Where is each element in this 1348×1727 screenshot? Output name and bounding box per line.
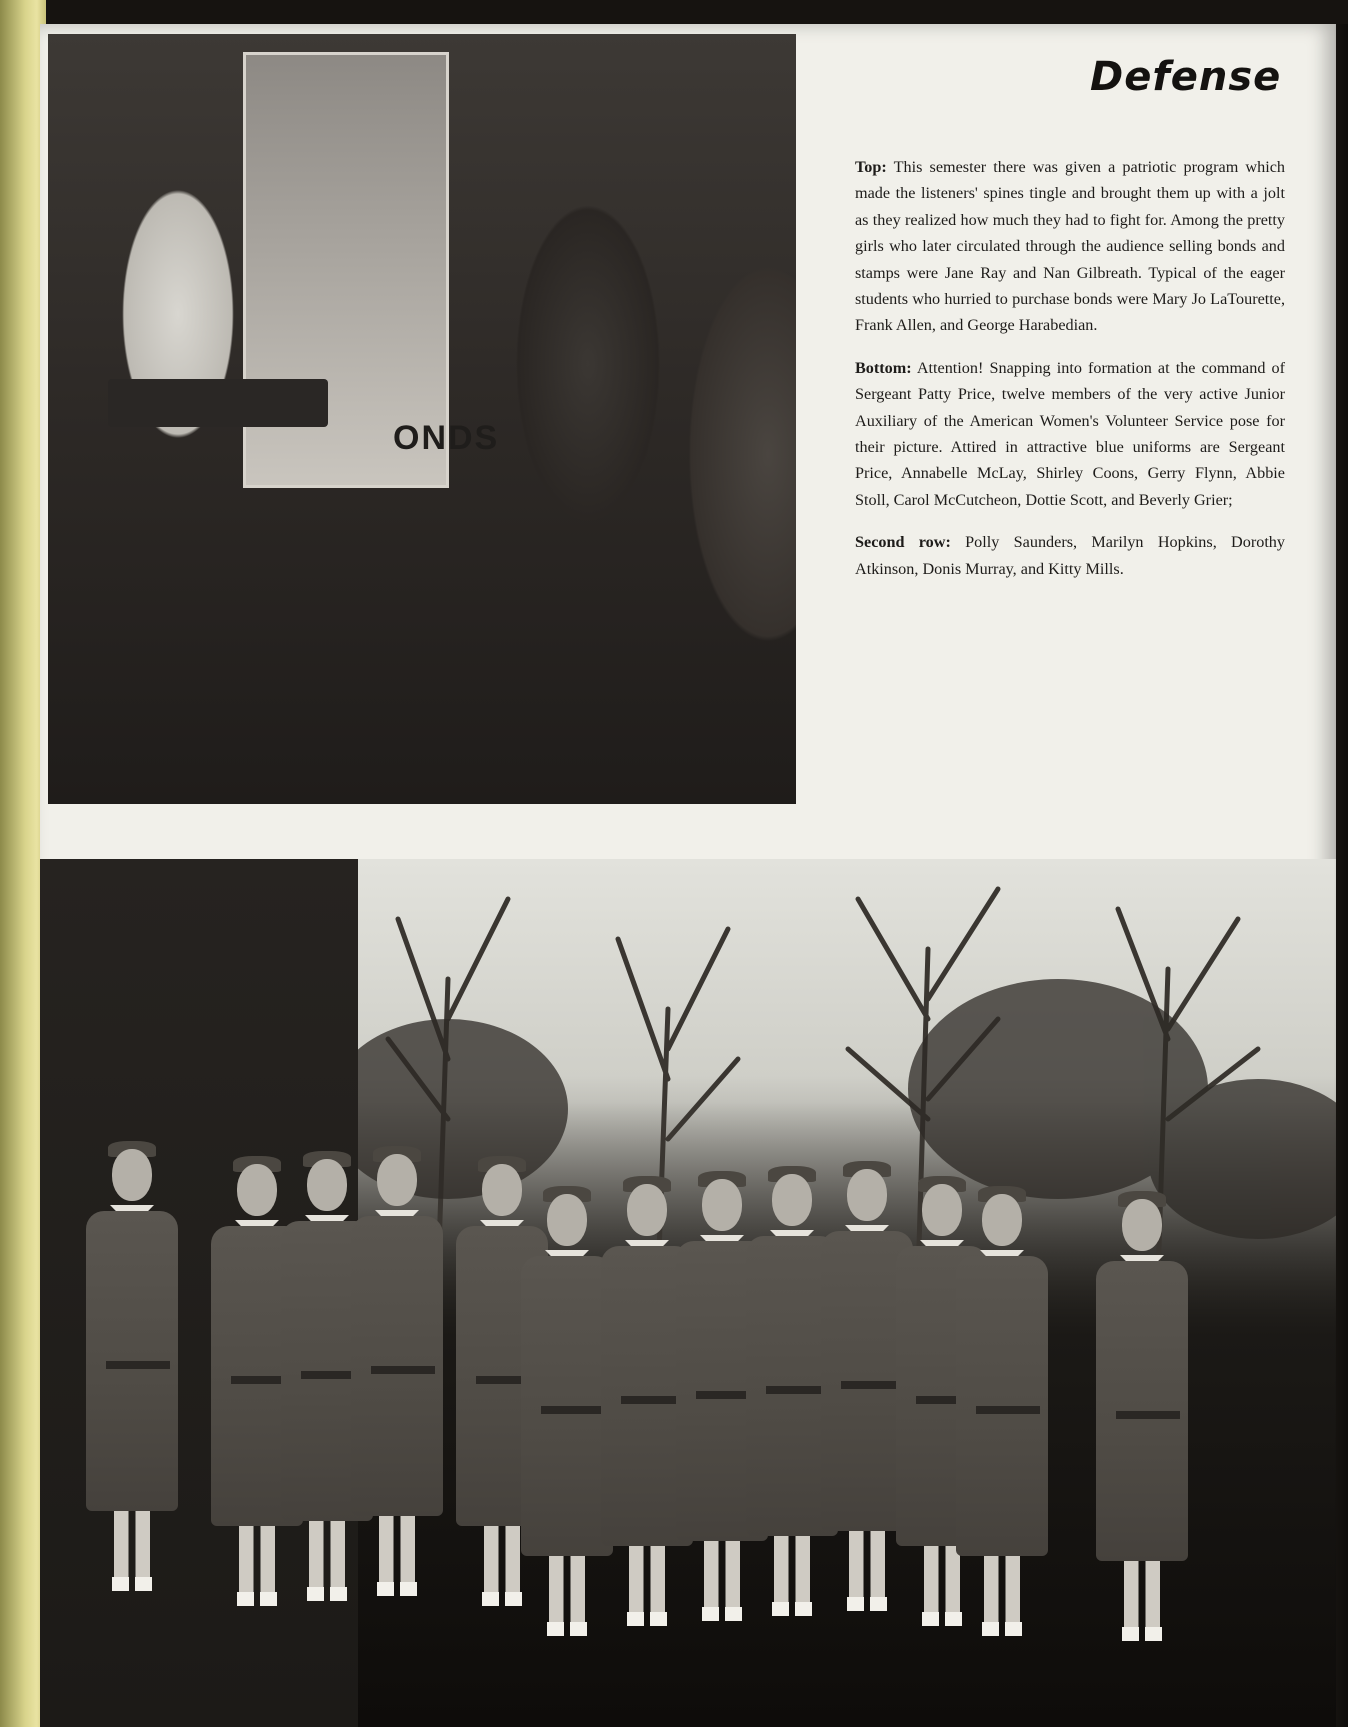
socks (307, 1587, 347, 1601)
bond-sale-photo (48, 34, 796, 804)
socks (627, 1612, 667, 1626)
face (1122, 1199, 1162, 1251)
face (307, 1159, 347, 1211)
face (772, 1174, 812, 1226)
bond-tray (108, 379, 328, 427)
auxiliary-member (80, 1149, 184, 1619)
socks (1122, 1627, 1162, 1641)
caption-bottom (855, 355, 1285, 513)
caption-bottom-text: Attention! Snapping into formation at the command of Sergeant Patty Price, twelve members of the very active Junior Auxiliary of the American Women's Volunteer Service pose for their picture. Attired in attractive blue uniforms are Sergeant Price, Annabelle McLay, Shirley Coons, Gerry Flynn, Abbie Stoll, Carol McCutcheon, Dottie Scott, and Beverly Grier; (855, 358, 1285, 509)
face (547, 1194, 587, 1246)
belt (371, 1366, 435, 1374)
belt (976, 1406, 1040, 1414)
socks (237, 1592, 277, 1606)
socks (702, 1607, 742, 1621)
caption-block (855, 154, 1285, 598)
face (847, 1169, 887, 1221)
face (982, 1194, 1022, 1246)
face (627, 1184, 667, 1236)
uniform (86, 1211, 178, 1511)
uniform (1096, 1261, 1188, 1561)
socks (982, 1622, 1022, 1636)
caption-top-text: This semester there was given a patriotic program which made the listeners' spines tingle and brought them up with a jolt as they realized how much they had to fight for. Among the pretty girls who later circulated through the audience selling bonds and stamps were Jane Ray and Nan Gilbreath. Typical of the eager students who hurried to purchase bonds were Mary Jo LaTourette, Frank Allen, and George Harabedian. (855, 158, 1285, 335)
page-sheet (40, 24, 1336, 1727)
face (237, 1164, 277, 1216)
face (702, 1179, 742, 1231)
caption-top-label: Top: (855, 158, 887, 176)
poster-text: ONDS (393, 419, 500, 457)
face (377, 1154, 417, 1206)
caption-bottom-label: Bottom: (855, 358, 912, 377)
page-title: Defense (1090, 54, 1282, 100)
belt (106, 1361, 170, 1369)
socks (547, 1622, 587, 1636)
socks (847, 1597, 887, 1611)
face (112, 1149, 152, 1201)
formation-row (80, 1139, 1280, 1699)
auxiliary-formation-photo (40, 859, 1336, 1727)
socks (377, 1582, 417, 1596)
page-edge-shadow (1334, 24, 1348, 1727)
socks (772, 1602, 812, 1616)
caption-top (855, 154, 1285, 339)
auxiliary-member (950, 1194, 1054, 1664)
auxiliary-member (345, 1154, 449, 1624)
caption-second-label: Second row: (855, 533, 951, 552)
socks (112, 1577, 152, 1591)
auxiliary-member (1090, 1199, 1194, 1669)
uniform (351, 1216, 443, 1516)
belt (1116, 1411, 1180, 1419)
caption-second-text: Polly Saunders, Marilyn Hopkins, Dorothy Atkinson, Donis Murray, and Kitty Mills. (855, 533, 1285, 578)
uniform (956, 1256, 1048, 1556)
caption-second-row (855, 529, 1285, 582)
